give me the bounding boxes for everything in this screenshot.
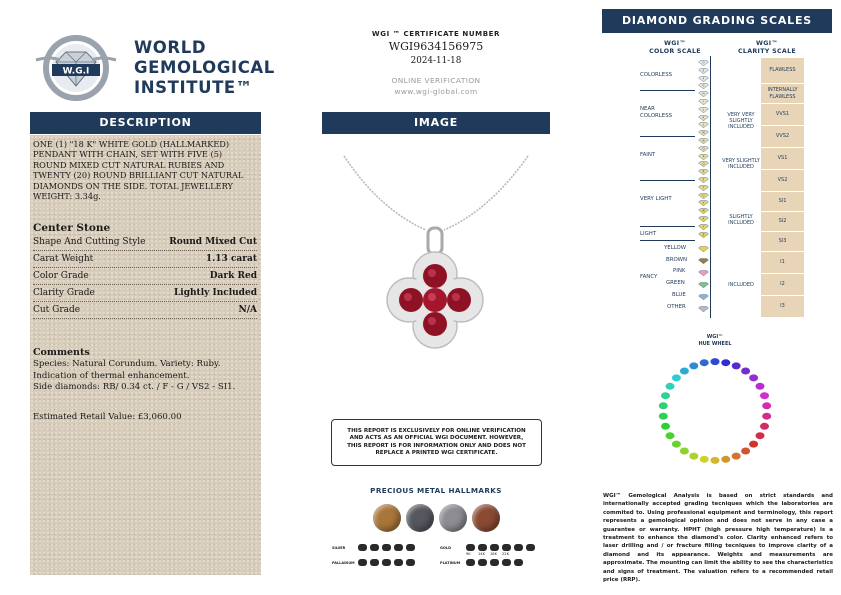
color-category: OTHER xyxy=(667,304,686,310)
spec-value: Lightly Included xyxy=(173,288,257,298)
spec-row-shape xyxy=(33,234,257,251)
clarity-grade: SI2 xyxy=(761,212,804,232)
spec-row-carat xyxy=(33,251,257,268)
gold-karats xyxy=(466,551,514,557)
color-grade-gem-icon xyxy=(698,154,709,160)
spec-label: Carat Weight xyxy=(33,254,94,264)
hue-gem-icon xyxy=(680,448,689,455)
hallmark-stamp-icon xyxy=(502,544,511,551)
color-grade-gem-icon xyxy=(698,146,709,152)
hallmark-stamp-icon xyxy=(478,544,487,551)
hue-gem-icon xyxy=(762,402,771,409)
fancy-color-gem-icon xyxy=(698,306,709,312)
color-grade-gem-icon xyxy=(698,138,709,144)
hallmark-row-platinum xyxy=(440,558,526,567)
hallmark-stamp-icon xyxy=(490,544,499,551)
color-category: PINK xyxy=(673,268,686,274)
hue-gem-icon xyxy=(680,368,689,375)
hue-gem-icon xyxy=(711,457,720,464)
hallmark-stamp-icon xyxy=(370,544,379,551)
comment-line: Side diamonds: RB/ 0.34 ct. / F - G / VS2 - SI1. xyxy=(33,382,236,392)
color-grade-gem-icon xyxy=(698,76,709,82)
karat-label: 18K xyxy=(490,552,497,556)
clarity-grade: FLAWLESS xyxy=(761,58,804,84)
hallmark-name: PLATINUM xyxy=(440,560,461,565)
color-scale-heading: WGI™ COLOR SCALE xyxy=(649,40,701,55)
hallmark-stamp-icon xyxy=(466,544,475,551)
hallmark-stamp-icon xyxy=(382,559,391,566)
clarity-group: INCLUDED xyxy=(728,282,754,288)
hue-gem-icon xyxy=(741,368,750,375)
color-grade-gem-icon xyxy=(698,185,709,191)
spec-value: 1.13 carat xyxy=(205,254,257,264)
color-letter: G xyxy=(702,84,705,88)
color-grade-gem-icon xyxy=(698,83,709,89)
color-grade-gem-icon xyxy=(698,107,709,113)
clarity-grade: I2 xyxy=(761,274,804,296)
hue-gem-icon xyxy=(721,359,730,366)
color-category: NEAR COLORLESS xyxy=(640,106,673,119)
hue-gem-icon xyxy=(689,453,698,460)
color-letter: D xyxy=(702,61,705,65)
hue-gem-icon xyxy=(672,441,681,448)
hue-gem-icon xyxy=(666,432,675,439)
wgi-logo xyxy=(30,34,275,102)
karat-label: 9K xyxy=(466,552,471,556)
color-grade-gem-icon xyxy=(698,216,709,222)
clarity-grade: VS1 xyxy=(761,148,804,170)
clarity-scale-heading: WGI™ CLARITY SCALE xyxy=(738,40,796,55)
color-grade-gem-icon xyxy=(698,169,709,175)
certificate-number: WGI9634156975 xyxy=(388,40,484,53)
spec-row-cut xyxy=(33,302,257,319)
color-category: BLUE xyxy=(672,292,686,298)
spec-value: Dark Red xyxy=(209,271,257,281)
color-letter: R xyxy=(702,170,705,174)
disclaimer-text: WGI™ Gemological Analysis is based on strict standards and internationally accepted grading tecniques which the laboratories are commited to. Using professional equipment and terminology, this report represents a gemological opinion and does not serve in any case a guarantee or warranty. HPHT (high pressure high temperature) is a treatment to enhance the diamond's color. Clarity enhanced refers to laser drilling and / or fracture filling tecniques to improve clarity of a diamond and its appearance. Weights and measurements are approximate. The mounting can limit the ability to see the characteristics and signs of treatment. The valuation refers to a recommended retail price (RRP). xyxy=(603,493,833,584)
gold-coin-icon xyxy=(373,504,401,532)
color-grade-gem-icon xyxy=(698,130,709,136)
color-category: VERY LIGHT xyxy=(640,196,672,202)
color-category: FANCY xyxy=(640,274,658,280)
online-verification-label: ONLINE VERIFICATION xyxy=(391,76,481,85)
logo-wordmark: WORLD GEMOLOGICAL INSTITUTE™ xyxy=(134,38,275,97)
hallmark-row-silver xyxy=(332,543,418,552)
hue-gem-icon xyxy=(659,402,668,409)
color-letter: Q xyxy=(702,162,705,166)
hallmark-stamp-icon xyxy=(478,559,487,566)
color-grade-gem-icon xyxy=(698,200,709,206)
color-category: COLORLESS xyxy=(640,72,673,78)
hallmark-stamp-icon xyxy=(526,544,535,551)
clarity-grade: I3 xyxy=(761,296,804,318)
certificate-label: WGI ™ CERTIFICATE NUMBER xyxy=(371,30,501,38)
hue-gem-icon xyxy=(666,383,675,390)
clarity-grade: INTERNALLY FLAWLESS xyxy=(761,84,804,104)
svg-text:W.G.I: W.G.I xyxy=(62,66,90,77)
scale-vertical-divider xyxy=(710,56,711,318)
color-grade-gem-icon xyxy=(698,161,709,167)
hallmark-name: GOLD xyxy=(440,545,451,550)
hue-gem-icon xyxy=(661,423,670,430)
hue-gem-icon xyxy=(760,392,769,399)
hue-gem-icon xyxy=(762,413,771,420)
scale-divider xyxy=(640,90,695,91)
hallmark-name: SILVER xyxy=(332,545,346,550)
hallmark-stamp-icon xyxy=(370,559,379,566)
description-banner: DESCRIPTION xyxy=(30,112,261,134)
spec-value: N/A xyxy=(238,305,257,315)
color-grade-gem-icon xyxy=(698,122,709,128)
scale-divider xyxy=(640,240,695,241)
spec-label: Cut Grade xyxy=(33,305,81,315)
color-grade-gem-icon xyxy=(698,99,709,105)
color-letter: M xyxy=(702,131,705,135)
color-category: LIGHT xyxy=(640,231,657,237)
color-letter: P xyxy=(702,155,705,159)
grading-scales-banner: DIAMOND GRADING SCALES xyxy=(602,9,832,33)
color-letter: F xyxy=(702,77,705,81)
hue-wheel-heading: WGI™ HUE WHEEL xyxy=(698,334,732,347)
color-category: FAINT xyxy=(640,152,656,158)
hallmark-stamp-icon xyxy=(382,544,391,551)
color-category: BROWN xyxy=(666,257,688,263)
color-letter: S xyxy=(702,178,705,182)
color-letter: Y xyxy=(702,225,705,229)
hue-gem-icon xyxy=(749,374,758,381)
scale-divider xyxy=(640,226,695,227)
karat-label: 22K xyxy=(502,552,509,556)
center-stone-title: Center Stone xyxy=(33,222,111,234)
clarity-grade: VS2 xyxy=(761,170,804,192)
hue-wheel-icon xyxy=(640,348,790,478)
color-grade-gem-icon xyxy=(698,177,709,183)
online-verification-notice: THIS REPORT IS EXCLUSIVELY FOR ONLINE VERIFICATION AND ACTS AS AN OFFICIAL WGI DOCUMENT. HOWEVER, THIS REPORT IS FOR INFORMATION ONLY AND DOES NOT REPLACE A PRINTED WGI CERTIFICATE. xyxy=(331,419,542,466)
clarity-grade: SI1 xyxy=(761,192,804,212)
hallmark-stamp-icon xyxy=(394,559,403,566)
hallmark-stamp-icon xyxy=(466,559,475,566)
clarity-grade: I1 xyxy=(761,252,804,274)
clarity-grade: VVS2 xyxy=(761,126,804,148)
comment-line: Indication of thermal enhancement. xyxy=(33,370,190,381)
color-category: YELLOW xyxy=(664,245,687,251)
color-letter: Z xyxy=(702,233,705,237)
hue-gem-icon xyxy=(659,413,668,420)
spec-label: Clarity Grade xyxy=(33,288,95,298)
hue-gem-icon xyxy=(700,359,709,366)
spec-label: Shape And Cutting Style xyxy=(33,237,146,247)
retail-value: Estimated Retail Value: £3,060.00 xyxy=(33,412,182,422)
image-banner: IMAGE xyxy=(322,112,550,134)
comment-line: Species: Natural Corundum. Variety: Ruby. xyxy=(33,359,221,369)
hallmark-stamp-icon xyxy=(502,559,511,566)
clarity-group: VERY SLIGHTLY INCLUDED xyxy=(722,158,760,171)
fancy-color-gem-icon xyxy=(698,246,709,252)
color-letter: N xyxy=(702,139,705,143)
fancy-color-gem-icon xyxy=(698,270,709,276)
hallmarks-title: PRECIOUS METAL HALLMARKS xyxy=(370,486,502,495)
fancy-color-gem-icon xyxy=(698,258,709,264)
hallmark-stamp-icon xyxy=(358,544,367,551)
spec-label: Color Grade xyxy=(33,271,89,281)
color-grade-gem-icon xyxy=(698,193,709,199)
online-verification xyxy=(322,75,550,97)
color-letter: T xyxy=(702,186,705,190)
color-letter: V xyxy=(702,201,705,205)
spec-row-clarity xyxy=(33,285,257,302)
dark-silver-coin-icon xyxy=(406,504,434,532)
color-letter: U xyxy=(702,194,705,198)
hue-gem-icon xyxy=(732,453,741,460)
rose-gold-coin-icon xyxy=(472,504,500,532)
hallmark-stamp-icon xyxy=(406,559,415,566)
color-grade-gem-icon xyxy=(698,232,709,238)
hue-gem-icon xyxy=(711,358,720,365)
color-letter: E xyxy=(702,69,705,73)
clarity-grade: VVS1 xyxy=(761,104,804,126)
color-letter: L xyxy=(702,123,705,127)
description-text: ONE (1) "18 K" WHITE GOLD (HALLMARKED) PENDANT WITH CHAIN, SET WITH FIVE (5) ROUND MIXED CUT NATURAL RUBIES AND TWENTY (20) ROUND BRILLIANT CUT NATURAL DIAMONDS ON THE SIDE. TOTAL JEWELLERY WEIGHT: 3.34g. xyxy=(33,139,244,202)
color-grade-gem-icon xyxy=(698,224,709,230)
spec-row-color xyxy=(33,268,257,285)
globe-diamond-logo-icon xyxy=(30,34,122,102)
hue-gem-icon xyxy=(672,374,681,381)
fancy-color-gem-icon xyxy=(698,294,709,300)
fancy-color-gem-icon xyxy=(698,282,709,288)
pendant-image xyxy=(330,150,542,360)
color-letter: I xyxy=(703,100,704,104)
hallmark-stamp-icon xyxy=(358,559,367,566)
scale-divider xyxy=(640,180,695,181)
color-letter: H xyxy=(702,92,705,96)
color-letter: J xyxy=(703,108,704,112)
color-grade-gem-icon xyxy=(698,208,709,214)
hallmark-stamp-icon xyxy=(514,544,523,551)
hallmark-stamp-icon xyxy=(490,559,499,566)
online-verification-url[interactable]: www.wgi-global.com xyxy=(394,87,478,96)
comments-text xyxy=(33,359,258,394)
color-category: GREEN xyxy=(666,280,685,286)
color-grade-gem-icon xyxy=(698,115,709,121)
clarity-grade: SI3 xyxy=(761,232,804,252)
hue-gem-icon xyxy=(756,383,765,390)
hue-gem-icon xyxy=(741,448,750,455)
clarity-group: SLIGHTLY INCLUDED xyxy=(728,214,754,227)
hallmark-name: PALLADIUM xyxy=(332,560,355,565)
clarity-group: VERY VERY SLIGHTLY INCLUDED xyxy=(727,112,755,131)
hallmark-stamp-icon xyxy=(514,559,523,566)
spec-value: Round Mixed Cut xyxy=(169,237,257,247)
color-grade-gem-icon xyxy=(698,68,709,74)
color-letter: W xyxy=(702,209,705,213)
hue-gem-icon xyxy=(732,362,741,369)
hue-gem-icon xyxy=(700,456,709,463)
hue-gem-icon xyxy=(749,441,758,448)
color-letter: K xyxy=(702,116,705,120)
color-grade-gem-icon xyxy=(698,60,709,66)
hue-gem-icon xyxy=(661,392,670,399)
hue-gem-icon xyxy=(760,423,769,430)
hallmark-stamp-icon xyxy=(394,544,403,551)
color-letter: X xyxy=(702,217,705,221)
scale-divider xyxy=(640,136,695,137)
hue-gem-icon xyxy=(689,362,698,369)
karat-label: 14K xyxy=(478,552,485,556)
hue-gem-icon xyxy=(756,432,765,439)
hue-gem-icon xyxy=(721,456,730,463)
color-grade-gem-icon xyxy=(698,91,709,97)
color-letter: O xyxy=(702,147,705,151)
certificate-date: 2024-11-18 xyxy=(410,56,462,66)
silver-coin-icon xyxy=(439,504,467,532)
hallmark-stamp-icon xyxy=(406,544,415,551)
comments-title: Comments xyxy=(33,347,90,358)
hallmark-row-palladium xyxy=(332,558,418,567)
